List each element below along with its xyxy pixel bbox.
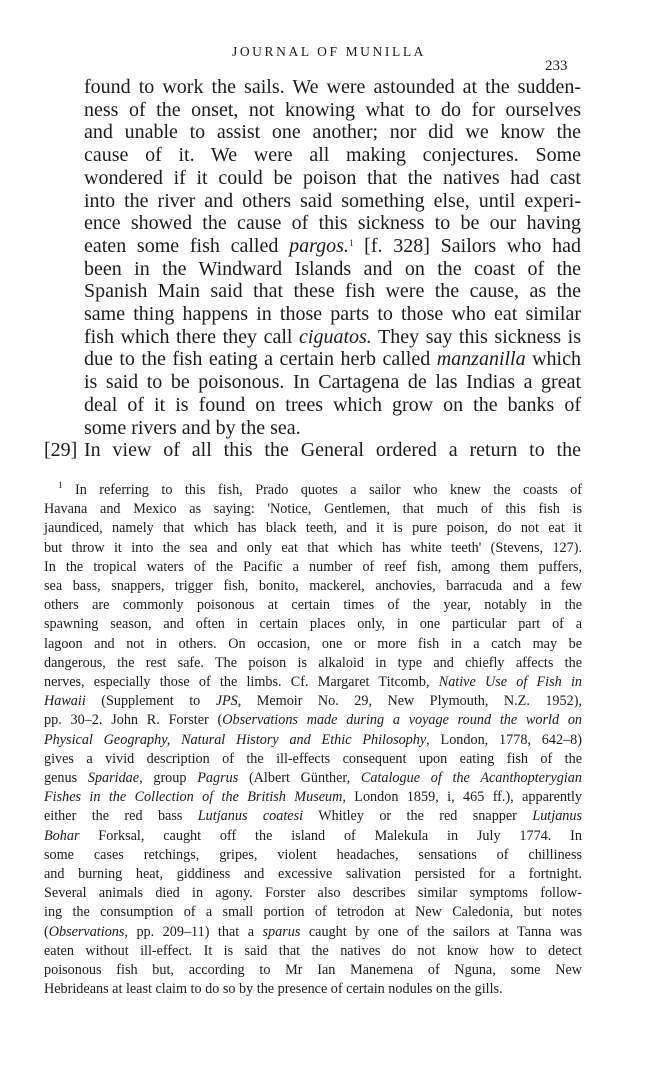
text-run: pp. 30–2. John R. Forster ( bbox=[44, 712, 223, 729]
text-line: same thing happens in those parts to those who eat similar bbox=[84, 303, 581, 326]
footnote-line bbox=[44, 807, 582, 826]
italic-term: Pagrus bbox=[197, 770, 239, 787]
text-line bbox=[44, 439, 581, 462]
italic-term: Lutjanus bbox=[532, 808, 582, 825]
text-line: ness of the onset, not knowing what to do for ourselves bbox=[84, 98, 581, 121]
text-run: , pp. 209–11) that a bbox=[124, 923, 263, 940]
italic-term: Bohar bbox=[44, 827, 80, 844]
footnote-line: Hebrideans at least claim to do so by the presence of certain nodules on the gills. bbox=[44, 981, 503, 998]
italic-title: Observations bbox=[48, 923, 125, 940]
text-line: and unable to assist one another; nor did we know the bbox=[84, 121, 581, 144]
text-run: Whitley or the red snapper bbox=[303, 808, 533, 825]
footnote-line: eaten without ill-effect. It is said that the natives do not know how to detect bbox=[44, 942, 582, 959]
italic-title: Catalogue of the Acanthopterygian bbox=[360, 770, 582, 787]
footnote-line: Several animals died in agony. Forster also describes similar symptoms follow- bbox=[44, 885, 582, 902]
text-line: is said to be poisonous. In Cartagena de las Indias a great bbox=[84, 371, 581, 394]
footnote-line: and burning heat, giddiness and excessive salivation persisted for a fortnight. bbox=[44, 866, 582, 883]
footnote-line: but throw it into the sea and only eat that which has white teeth' (Stevens, 127). bbox=[44, 539, 582, 556]
footnote-line bbox=[44, 711, 582, 730]
text-line bbox=[84, 348, 581, 371]
text-run: caught by one of the sailors at Tanna was bbox=[300, 923, 582, 940]
footnote-line bbox=[44, 827, 582, 846]
footnote-line: some cases retchings, gripes, violent headaches, sensations of chilliness bbox=[44, 846, 582, 863]
text-run: [f. 328] Sailors who had bbox=[353, 234, 581, 257]
italic-title: Observations made during a voyage round the world on bbox=[222, 712, 583, 729]
text-line bbox=[84, 326, 581, 349]
italic-term: Lutjanus coatesi bbox=[197, 808, 304, 825]
footnote-line bbox=[44, 673, 582, 692]
footnote-line bbox=[44, 692, 582, 711]
italic-term: ciguatos. bbox=[299, 325, 372, 348]
footnote-line: sea bass, snappers, trigger fish, bonito, mackerel, anchovies, barracuda and a few bbox=[44, 578, 582, 595]
italic-title: Native Use of Fish in bbox=[438, 674, 582, 691]
italic-title: Physical Geography, Natural History and Ethic Philosophy bbox=[44, 731, 427, 748]
text-line: deal of it is found on trees which grow on the banks of bbox=[84, 393, 581, 416]
footnote-line: Havana and Mexico as saying: 'Notice, Gentlemen, that much of this fish is bbox=[44, 501, 582, 518]
text-run: either the red bass bbox=[44, 808, 198, 825]
text-run: genus bbox=[44, 770, 88, 787]
footnote-line: ing the consumption of a small portion of tetrodon at New Caledonia, but notes bbox=[44, 904, 582, 921]
text-line: Spanish Main said that these fish were the cause, as the bbox=[84, 280, 581, 303]
text-line: cause of it. We were all making conjectures. Some bbox=[84, 144, 581, 167]
text-line: some rivers and by the sea. bbox=[84, 416, 301, 439]
footnote-line bbox=[44, 481, 582, 500]
italic-term: Sparidae bbox=[87, 770, 140, 787]
italic-term: pargos. bbox=[289, 234, 349, 257]
text-line: been in the Windward Islands and on the coast of the bbox=[84, 257, 581, 280]
text-line bbox=[84, 235, 581, 258]
footnote-line: In the tropical waters of the Pacific a number of reef fish, among them puffers, bbox=[44, 558, 582, 575]
footnote-marker: 1 bbox=[58, 480, 63, 490]
italic-term: sparus bbox=[262, 923, 301, 940]
italic-title: Hawaii bbox=[44, 693, 86, 710]
paragraph-number: [29] bbox=[44, 439, 78, 462]
footnote-line bbox=[44, 769, 582, 788]
text-run: They say this sickness is bbox=[371, 325, 581, 348]
text-run: Forksal, caught off the island of Malekula in July 1774. In bbox=[79, 827, 582, 844]
footnote-line bbox=[44, 923, 582, 942]
text-line: wondered if it could be poison that the natives had cast bbox=[84, 166, 581, 189]
text-run: due to the fish eating a certain herb called bbox=[84, 348, 437, 371]
footnote-line bbox=[44, 788, 582, 807]
text-run: fish which there they call bbox=[84, 325, 300, 348]
footnote-line: jaundiced, namely that which has black teeth, and it is pure poison, do not eat it bbox=[44, 520, 582, 537]
running-title: JOURNAL OF MUNILLA bbox=[231, 44, 427, 59]
text-line: into the river and others said something else, until experi- bbox=[84, 189, 581, 212]
footnote-line: dangerous, the rest safe. The poison is alkaloid in type and chiefly affects the bbox=[44, 654, 582, 671]
italic-title: JPS bbox=[215, 693, 238, 710]
text-run: nerves, especially those of the limbs. Cf. Margaret Titcomb, bbox=[44, 674, 439, 691]
text-run: , Memoir No. 29, New Plymouth, N.Z. 1952), bbox=[237, 693, 582, 710]
text-run: ( bbox=[44, 923, 49, 940]
text-run: , London, 1778, 642–8) bbox=[426, 731, 582, 748]
text-run: eaten some fish called bbox=[84, 234, 290, 257]
text-run: In view of all this the General ordered a return to the bbox=[84, 439, 581, 462]
page-number: 233 bbox=[545, 58, 568, 74]
footnote-line bbox=[44, 731, 582, 750]
footnote-line: spawning season, and often in certain places only, in one particular part of a bbox=[44, 616, 582, 633]
footnote bbox=[44, 481, 582, 999]
text-run: (Albert Günther, bbox=[238, 770, 361, 787]
text-run: , London 1859, i, 465 ff.), apparently bbox=[342, 789, 582, 806]
footnote-line: gives a vivid description of the ill-effects consequent upon eating fish of the bbox=[44, 750, 582, 767]
text-line: ence showed the cause of this sickness to be our having bbox=[84, 212, 581, 235]
italic-term: manzanilla bbox=[436, 348, 526, 371]
footnote-line: lagoon and not in others. On occasion, one or more fish in a catch may be bbox=[44, 635, 582, 652]
footnote-line: poisonous fish but, according to Mr Ian Manemena of Nguna, some New bbox=[44, 962, 582, 979]
italic-title: Fishes in the Collection of the British Museum bbox=[44, 789, 343, 806]
footnote-ref: 1 bbox=[348, 237, 354, 248]
text-run: , group bbox=[139, 770, 198, 787]
footnote-line: others are commonly poisonous at certain times of the year, notably in the bbox=[44, 597, 582, 614]
text-line: found to work the sails. We were astounded at the sudden- bbox=[84, 76, 581, 98]
text-run: (Supplement to bbox=[85, 693, 216, 710]
text-run: which bbox=[525, 348, 581, 371]
main-text bbox=[44, 76, 581, 462]
text-run: In referring to this fish, Prado quotes a sailor who knew the coasts of bbox=[62, 482, 582, 498]
